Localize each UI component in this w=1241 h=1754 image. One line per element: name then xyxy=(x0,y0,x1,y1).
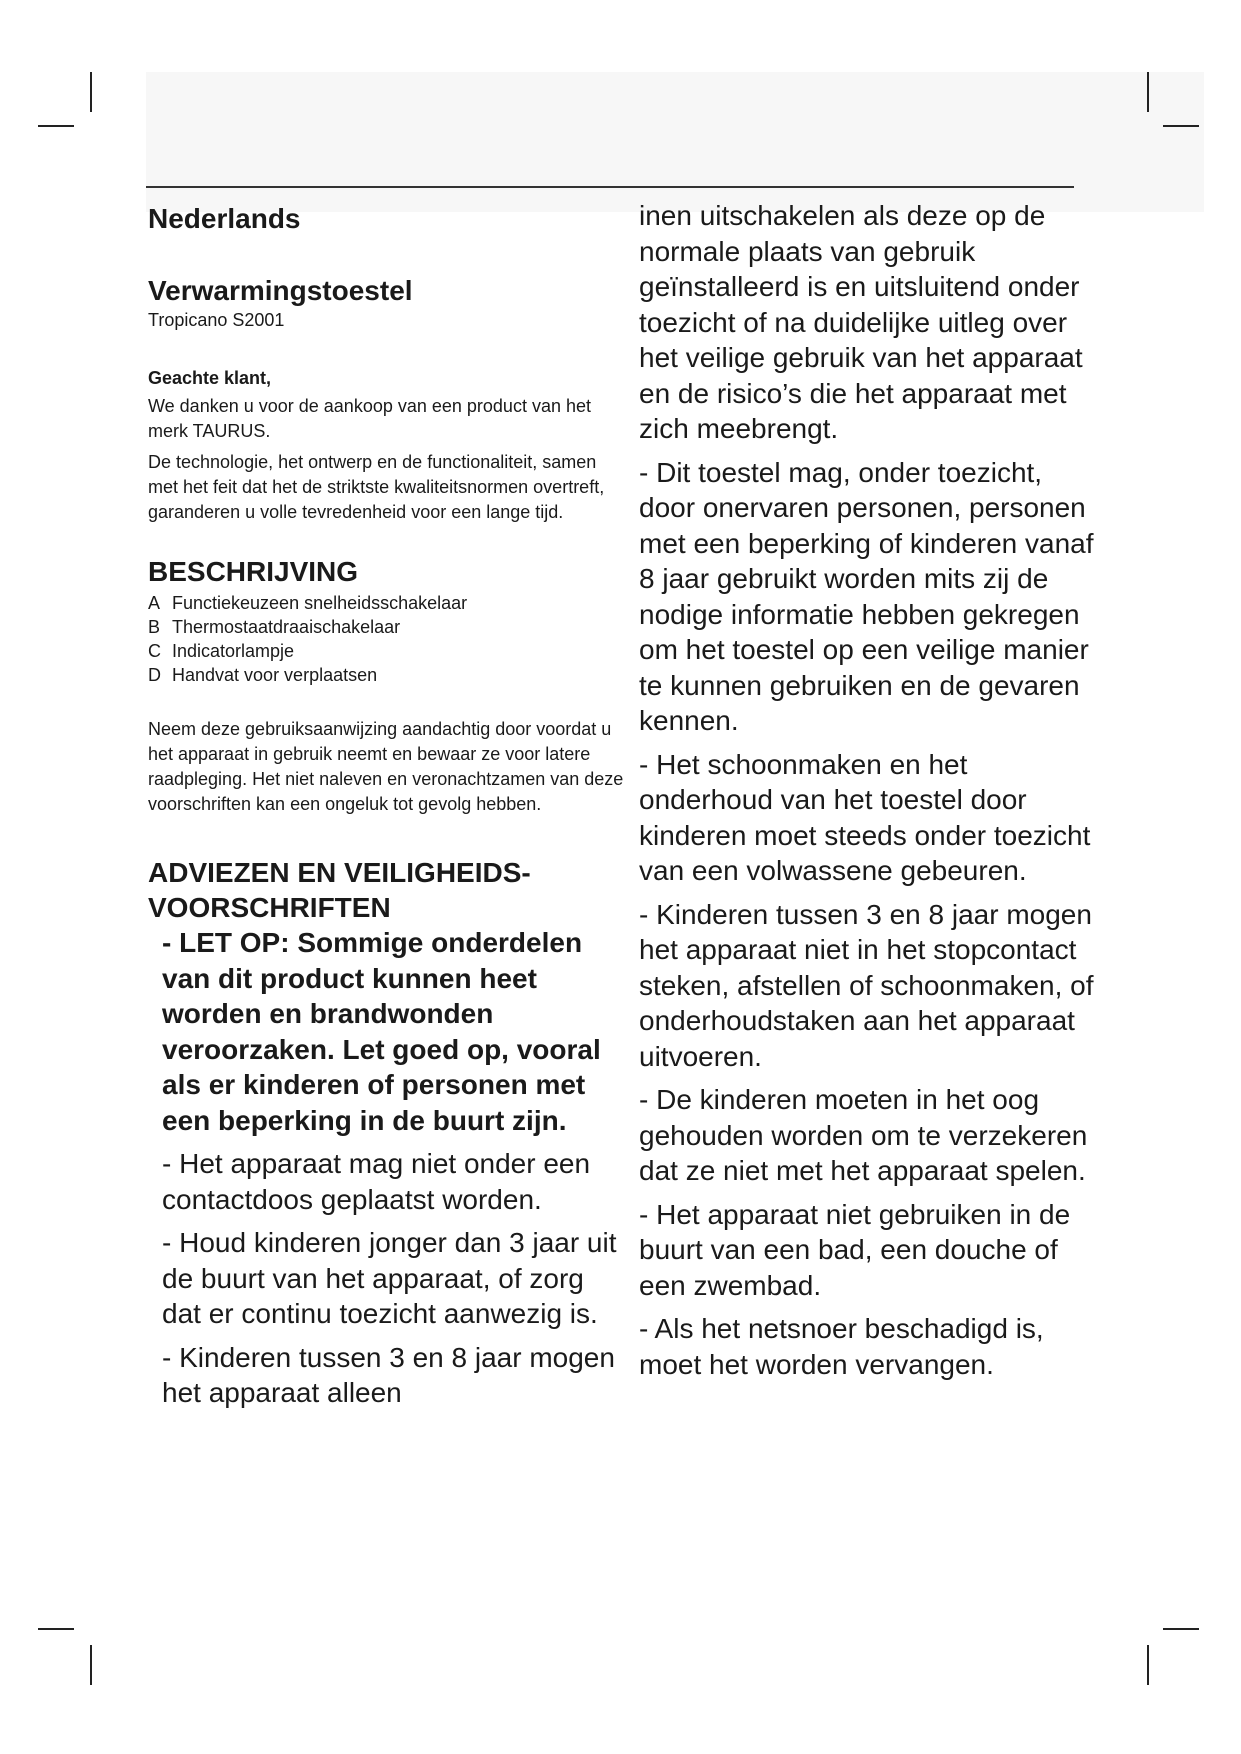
safety-item: - Het apparaat niet gebruiken in de buurt van een bad, een douche of een zwembad. xyxy=(639,1198,1071,1301)
safety-item: - Kinderen tussen 3 en 8 jaar mogen het apparaat alleen xyxy=(162,1341,615,1408)
description-heading: BESCHRIJVING xyxy=(148,556,359,587)
safety-item: - Als het netsnoer beschadigd is, moet het worden vervangen. xyxy=(639,1313,1044,1380)
header-rule xyxy=(146,186,1074,188)
intro-paragraph: Neem deze gebruiksaanwijzing aandachtig door voordat u het apparaat in gebruik neemt en bewaar ze voor latere raadpleging. Het niet naleven en veronachtzamen van deze voorschriften kan een ongeluk tot gevolg hebben. xyxy=(148,719,624,814)
crop-mark xyxy=(1163,125,1199,127)
parts-list xyxy=(148,591,628,687)
crop-mark xyxy=(38,125,74,127)
crop-mark xyxy=(90,1645,92,1685)
model-name: Tropicano S2001 xyxy=(148,310,285,330)
list-item: A Functiekeuzeen snelheidsschakelaar xyxy=(148,593,468,613)
safety-heading: ADVIEZEN EN VEILIGHEIDS-VOORSCHRIFTEN xyxy=(148,857,531,923)
crop-mark xyxy=(1147,72,1149,112)
crop-mark xyxy=(1163,1628,1199,1630)
safety-item: - Houd kinderen jonger dan 3 jaar uit de buurt van het apparaat, of zorg dat er continu toezicht aanwezig is. xyxy=(162,1227,617,1329)
right-column xyxy=(639,198,1099,1382)
warning-paragraph: - LET OP: Sommige onderdelen van dit product kunnen heet worden en brandwonden veroorzaken. Let goed op, vooral als er kinderen of personen met een beperking in de buurt zijn. xyxy=(162,927,601,1136)
safety-item: - Kinderen tussen 3 en 8 jaar mogen het apparaat niet in het stopcontact steken, afstellen of schoonmaken, of onderhoudstaken aan het apparaat uitvoeren. xyxy=(639,898,1094,1072)
salutation: Geachte klant, xyxy=(148,368,272,388)
technology-paragraph: De technologie, het ontwerp en de functionaliteit, samen met het feit dat het de striktste kwaliteitsnormen overtreft, garanderen u volle tevredenheid voor een lange tijd. xyxy=(148,452,605,522)
safety-item: - Het apparaat mag niet onder een contactdoos geplaatst worden. xyxy=(162,1148,591,1215)
crop-mark xyxy=(1147,1645,1149,1685)
safety-item: - Het schoonmaken en het onderhoud van het toestel door kinderen moet steeds onder toezicht van een volwassene gebeuren. xyxy=(639,748,1091,886)
safety-item: - Dit toestel mag, onder toezicht, door onervaren personen, personen met een beperking of kinderen vanaf 8 jaar gebruikt worden mits zij de nodige informatie hebben gekregen om het toestel op een veilige manier te kunnen gebruiken en de gevaren kennen. xyxy=(639,456,1094,736)
thanks-paragraph: We danken u voor de aankoop van een product van het merk TAURUS. xyxy=(148,396,591,441)
continuation-paragraph: inen uitschakelen als deze op de normale plaats van gebruik geïnstalleerd is en uitsluitend onder toezicht of na duidelijke uitleg over het veilige gebruik van het apparaat en de risico’s die het apparaat met zich meebrengt. xyxy=(639,200,1083,444)
list-item: B Thermostaatdraaischakelaar xyxy=(148,617,401,637)
crop-mark xyxy=(38,1628,74,1630)
product-title: Verwarmingstoestel xyxy=(148,275,413,306)
language-heading: Nederlands xyxy=(148,203,301,234)
crop-mark xyxy=(90,72,92,112)
header-shade xyxy=(146,72,1204,212)
list-item: C Indicatorlampje xyxy=(148,641,295,661)
safety-item: - De kinderen moeten in het oog gehouden worden om te verzekeren dat ze niet met het apparaat spelen. xyxy=(639,1084,1088,1186)
left-column xyxy=(148,198,628,1411)
list-item: D Handvat voor verplaatsen xyxy=(148,665,378,685)
